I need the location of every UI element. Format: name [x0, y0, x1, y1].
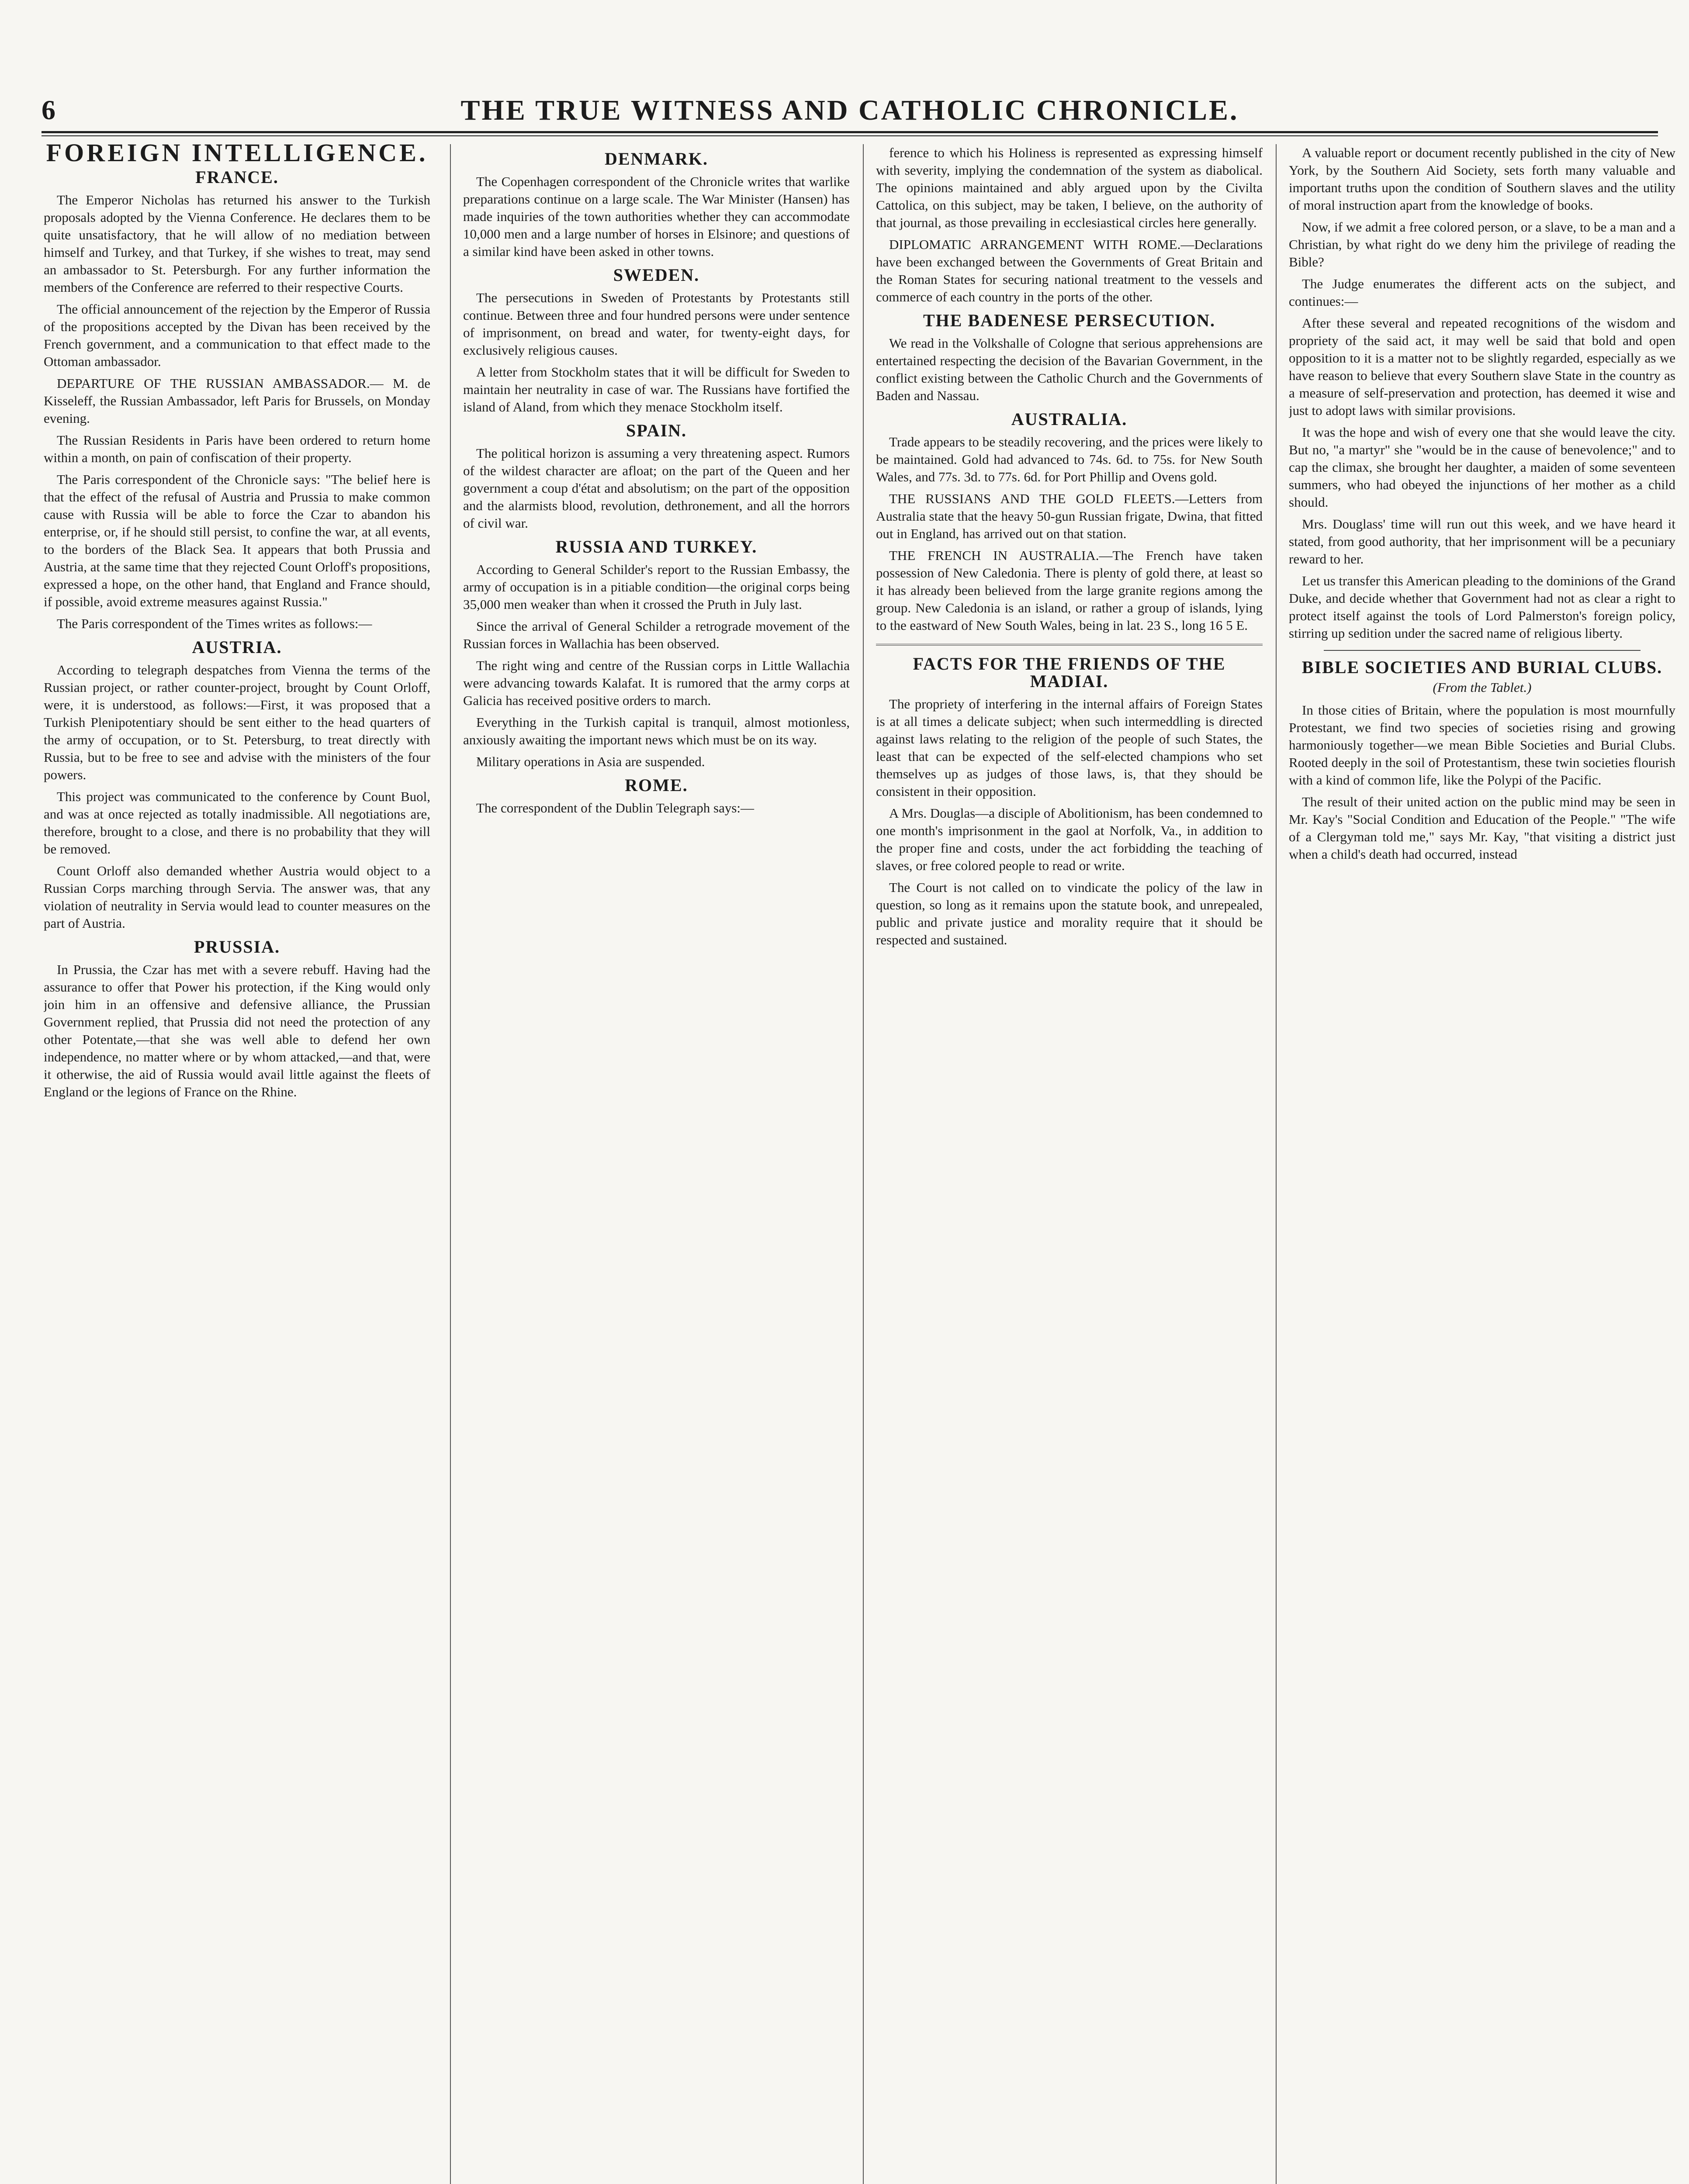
article-paragraph: The political horizon is assuming a very threatening aspect. Rumors of the wildest character are afloat; on the part of the Queen and her government a coup d'état and absolutism; on the part of the opposition and the alarmists blood, revolution, dethronement, and all the horrors of civil war.	[463, 446, 850, 531]
article-paragraph: A letter from Stockholm states that it will be difficult for Sweden to maintain her neutrality in case of war. The Russians have fortified the island of Aland, from which they menace Stockholm itself.	[463, 364, 850, 415]
column-3	[876, 144, 1263, 2184]
article-paragraph: DEPARTURE OF THE RUSSIAN AMBASSADOR.— M. de Kisseleff, the Russian Ambassador, left Paris for Brussels, on Monday evening.	[44, 376, 430, 426]
article-paragraph: The Court is not called on to vindicate the policy of the law in question, so long as it remains upon the statute book, and unrepealed, public and private justice and morality require that it should be respected and sustained.	[876, 880, 1263, 947]
prussia-title: PRUSSIA.	[194, 937, 280, 957]
article-paragraph: DIPLOMATIC ARRANGEMENT WITH ROME.—Declarations have been exchanged between the Governments of Great Britain and the Roman States for securing national treatment to the vessels and commerce of each country in the ports of the other.	[876, 237, 1263, 304]
article-paragraph: It was the hope and wish of every one that she would leave the city. But no, "a martyr" she "would be in the cause of benevolence;" and to cap the climax, she brought her daughter, a maiden of some seventeen summers, who had obeyed the injunctions of her mother as a child should.	[1289, 425, 1675, 510]
article-paragraph: According to telegraph despatches from Vienna the terms of the Russian project, or rather counter-project, brought by Count Orloff, were, it is understood, as follows:—First, it was proposed that a Turkish Plenipotentiary should be sent either to the head quarters of the army of occupation, or to St. Petersburg, to treat directly with Russia, but to be free to see and advise with the ministers of the four powers.	[44, 662, 430, 782]
column-rule	[863, 144, 864, 2184]
article-paragraph: THE FRENCH IN AUSTRALIA.—The French have taken possession of New Caledonia. There is plenty of gold there, at least so it has already been believed from the large granite regions among the group. New Caledonia is an island, or rather a group of islands, lying to the eastward of New South Wales, being in lat. 23 S., long 16 5 E.	[876, 548, 1263, 633]
article-paragraph: A valuable report or document recently published in the city of New York, by the Southern Aid Society, sets forth many valuable and important truths upon the condition of Southern slaves and the utility of moral instruction apart from the knowledge of books.	[1289, 145, 1675, 213]
article-paragraph: The official announcement of the rejection by the Emperor of Russia of the propositions accepted by the Divan has been received by the French government, and a communication to that effect made to the Ottoman ambassador.	[44, 301, 430, 369]
russia-turkey-title: RUSSIA AND TURKEY.	[555, 537, 758, 556]
article-paragraph: The result of their united action on the public mind may be seen in Mr. Kay's "Social Condition and Education of the People." "The wife of a Clergyman told me," says Mr. Kay, "that visiting a district just when a child's death had occurred, instead	[1289, 794, 1675, 862]
masthead-title: THE TRUE WITNESS AND CATHOLIC CHRONICLE.	[460, 94, 1239, 126]
article-paragraph: The Copenhagen correspondent of the Chronicle writes that warlike preparations continue on a large scale. The War Minister (Hansen) has made inquiries of the town authorities whether they can accommodate 10,000 men and a large number of horses in Elsinore; and questions of a similar kind have been asked in other towns.	[463, 174, 850, 259]
spain-title: SPAIN.	[626, 421, 687, 440]
article-paragraph: The right wing and centre of the Russian corps in Little Wallachia were advancing towards Kalafat. It is rumored that the army corps at Galicia has received positive orders to march.	[463, 658, 850, 708]
article-paragraph: Count Orloff also demanded whether Austria would object to a Russian Corps marching through Servia. The answer was, that any violation of neutrality in Servia would lead to counter measures on the part of Austria.	[44, 863, 430, 931]
bible-societies-title: BIBLE SOCIETIES AND BURIAL CLUBS.	[1301, 657, 1663, 677]
article-paragraph: After these several and repeated recognitions of the wisdom and propriety of the said act, it may well be said that bold and open opposition to it is a matter not to be slightly regarded, especially as we have reason to believe that every Southern slave State in the country as a measure of self-preservation and protection, has deemed it wise and just to adopt laws with similar provisions.	[1289, 315, 1675, 418]
article-paragraph: We read in the Volkshalle of Cologne that serious apprehensions are entertained respecting the decision of the Bavarian Government, in the conflict existing between the Catholic Church and the Governments of Baden and Nassau.	[876, 335, 1263, 403]
column-2	[463, 144, 850, 2184]
article-paragraph: The correspondent of the Dublin Telegraph says:—	[476, 800, 755, 816]
column-4	[1289, 144, 1675, 2184]
column-1	[44, 144, 430, 2184]
article-paragraph: The Judge enumerates the different acts on the subject, and continues:—	[1289, 276, 1675, 309]
rome-title: ROME.	[625, 775, 688, 795]
article-paragraph: Military operations in Asia are suspended.	[476, 754, 705, 769]
article-paragraph: THE RUSSIANS AND THE GOLD FLEETS.—Letters from Australia state that the heavy 50-gun Russian frigate, Dwina, that fitted out in England, has arrived out on that station.	[876, 491, 1263, 541]
article-paragraph: Mrs. Douglass' time will run out this week, and we have heard it stated, from good authority, that her imprisonment will be a pecuniary reward to her.	[1289, 516, 1675, 567]
article-paragraph: ference to which his Holiness is represented as expressing himself with severity, implying the condemnation of the system as diabolical. The opinions maintained and ably argued upon by the Civilta Cattolica, on this subject, may be taken, I believe, on the authority of that journal, as those prevailing in ecclesiastical circles here generally.	[876, 145, 1263, 230]
article-paragraph: Now, if we admit a free colored person, or a slave, to be a man and a Christian, by what right do we deny him the privilege of reading the Bible?	[1289, 219, 1675, 270]
australia-title: AUSTRALIA.	[1011, 409, 1128, 429]
page-number: 6	[42, 94, 55, 125]
austria-title: AUSTRIA.	[192, 637, 282, 657]
article-paragraph: The Russian Residents in Paris have been ordered to return home within a month, on pain of confiscation of their property.	[44, 432, 430, 465]
article-paragraph: A Mrs. Douglas—a disciple of Abolitionism, has been condemned to one month's imprisonment in the gaol at Norfolk, Va., in addition to the proper fine and costs, under the act forbidding the teaching of slaves, or free colored people to read or write.	[876, 805, 1263, 873]
article-paragraph: The persecutions in Sweden of Protestants by Protestants still continue. Between three and four hundred persons were under sentence of imprisonment, on bread and water, for twenty-eight days, for exclusively religious causes.	[463, 290, 850, 358]
article-paragraph: The Emperor Nicholas has returned his answer to the Turkish proposals adopted by the Vienna Conference. He declares them to be quite unsatisfactory, that he will allow of no mediation between himself and Turkey, and that Turkey, if she wishes to treat, may send an ambassador to St. Petersburgh. For any further information the members of the Conference are referred to their respective Courts.	[44, 192, 430, 295]
article-paragraph: Trade appears to be steadily recovering, and the prices were likely to be maintained. Gold had advanced to 74s. 6d. to 75s. for New South Wales, and 77s. 3d. to 77s. 6d. for Port Phillip and Ovens gold.	[876, 434, 1263, 484]
header-rule	[42, 131, 1658, 133]
column-rule	[1276, 144, 1277, 2184]
denmark-title: DENMARK.	[604, 149, 709, 169]
section-divider	[876, 644, 1263, 646]
article-paragraph: In Prussia, the Czar has met with a severe rebuff. Having had the assurance to offer that Power his protection, if the King would only join him in an offensive and defensive alliance, the Prussian Government replied, that Prussia did not need the protection of any other Potentate,—that she was well able to defend her own independence, no matter where or by whom attacked,—and that, were it otherwise, the aid of Russia would avail little against the fleets of England or the legions of France on the Rhine.	[44, 962, 430, 1099]
sweden-title: SWEDEN.	[613, 265, 700, 285]
section-divider	[1324, 650, 1641, 651]
column-rule	[450, 144, 451, 2184]
badenese-title: THE BADENESE PERSECUTION.	[923, 311, 1216, 330]
article-paragraph: In those cities of Britain, where the population is most mournfully Protestant, we find two species of societies rising and growing harmoniously together—we mean Bible Societies and Burial Clubs. Rooted deeply in the soil of Protestantism, these twin societies flourish with a kind of common life, like the Polypi of the Pacific.	[1289, 702, 1675, 788]
france-title: FRANCE.	[195, 167, 279, 187]
madiai-title: FACTS FOR THE FRIENDS OF THE MADIAI.	[913, 654, 1226, 691]
article-paragraph: The propriety of interfering in the internal affairs of Foreign States is at all times a delicate subject; when such intermeddling is directed against laws relating to the religion of the people of such States, the least that can be expected of the self-elected champions who set themselves up as judges of those laws, is, that they should be consistent in their opposition.	[876, 696, 1263, 799]
article-paragraph: Everything in the Turkish capital is tranquil, almost motionless, anxiously awaiting the important news which must be on its way.	[463, 715, 850, 747]
section-heading: FOREIGN INTELLIGENCE.	[46, 144, 428, 167]
header-rule-thin	[42, 135, 1658, 136]
article-paragraph: This project was communicated to the conference by Count Buol, and was at once rejected as totally inadmissible. All negotiations are, therefore, brought to a close, and there is no probability that they will be removed.	[44, 789, 430, 857]
article-paragraph: The Paris correspondent of the Times writes as follows:—	[57, 616, 372, 631]
article-paragraph: According to General Schilder's report to the Russian Embassy, the army of occupation is in a pitiable condition—the original corps being 35,000 men weaker than when it crossed the Pruth in July last.	[463, 562, 850, 612]
article-paragraph: The Paris correspondent of the Chronicle says: "The belief here is that the effect of the refusal of Austria and Prussia to make common cause with Russia will be able to force the Czar to abandon his enterprise, or, if he should still persist, to confine the war, at all events, to the borders of the Black Sea. It appears that both Prussia and Austria, at the same time that they rejected Count Orloff's propositions, expressed a hope, on the other hand, that England and France should, if possible, avoid extreme measures against Russia."	[44, 472, 430, 609]
page-header	[42, 94, 1658, 129]
bible-source: (From the Tablet.)	[1433, 680, 1532, 695]
article-paragraph: Let us transfer this American pleading to the dominions of the Grand Duke, and decide whether that Government had not as clear a right to protect itself against the tools of Lord Palmerston's foreign policy, stirring up sedition under the sacred name of religious liberty.	[1289, 573, 1675, 641]
article-paragraph: Since the arrival of General Schilder a retrograde movement of the Russian forces in Wallachia has been observed.	[463, 619, 850, 651]
